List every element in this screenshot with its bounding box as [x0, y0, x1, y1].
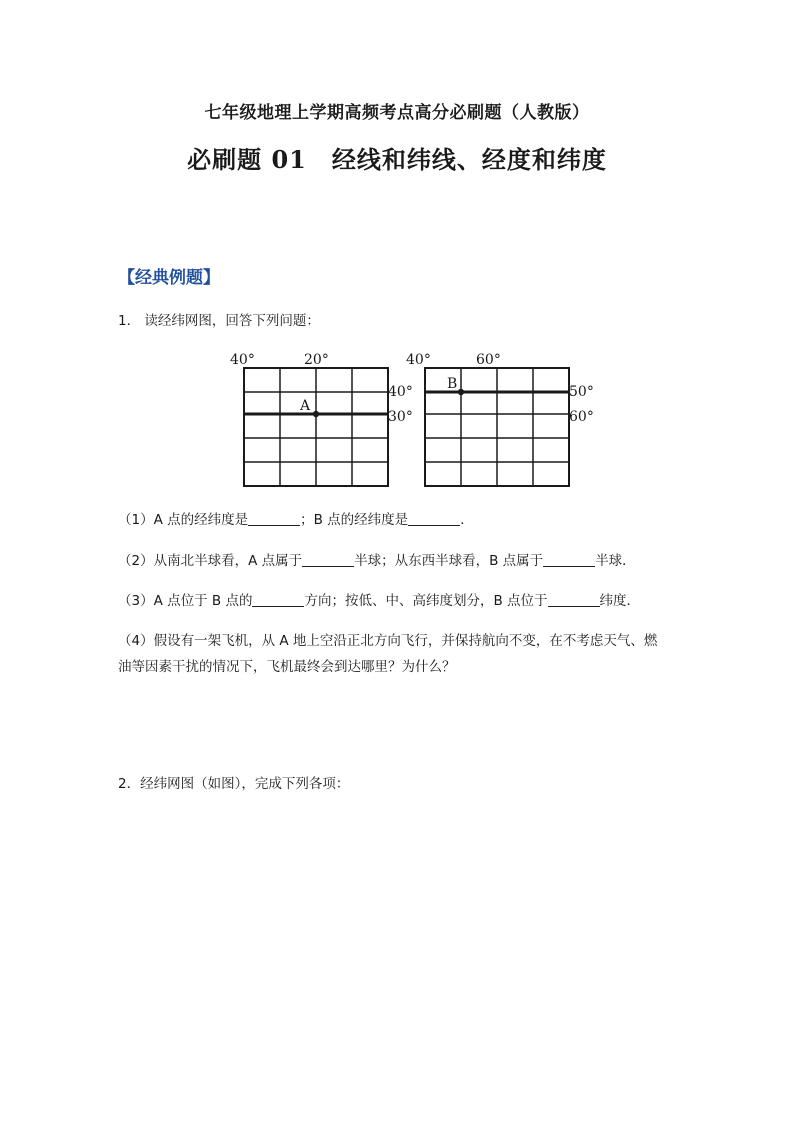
answer-blank[interactable]	[408, 511, 460, 526]
question-1-part-2	[118, 548, 636, 574]
left-top-label-1: 40°	[230, 352, 255, 368]
part-3-text-c: 纬度．	[599, 593, 641, 609]
part-2-text-c: 半球．	[595, 553, 636, 569]
left-side-label-1: 40°	[388, 384, 413, 400]
right-side-label-1: 50°	[569, 384, 594, 400]
left-grid	[244, 368, 388, 486]
point-b-label: B	[447, 376, 458, 392]
answer-blank[interactable]	[548, 592, 600, 607]
question-1-part-4	[118, 628, 678, 680]
part-1-text-c: ．	[460, 512, 474, 528]
section-heading: 【经典例题】	[118, 268, 220, 288]
answer-blank[interactable]	[302, 552, 354, 567]
left-top-label-2: 20°	[304, 352, 329, 368]
point-a-marker	[313, 411, 319, 417]
right-top-label-1: 40°	[406, 352, 431, 368]
part-2-text-b: 半球；从东西半球看，B 点属于	[354, 553, 544, 569]
point-b-marker	[458, 389, 464, 395]
answer-blank[interactable]	[248, 511, 300, 526]
part-4-line-2: 油等因素干扰的情况下，飞机最终会到达哪里？为什么？	[118, 659, 456, 675]
part-3-text-b: 方向；按低、中、高纬度划分，B 点位于	[304, 593, 548, 609]
part-1-text-b: ；B 点的经纬度是	[300, 512, 409, 528]
answer-blank[interactable]	[543, 552, 595, 567]
part-4-line-1: （4）假设有一架飞机，从 A 地上空沿正北方向飞行，并保持航向不变，在不考虑天气、燃	[118, 633, 658, 649]
document-subtitle: 七年级地理上学期高频考点高分必刷题（人教版）	[204, 103, 590, 123]
question-1-part-3	[118, 588, 640, 614]
part-3-text-a: （3）A 点位于 B 点的	[118, 593, 253, 609]
point-a-label: A	[300, 398, 311, 414]
part-1-text-a: （1）A 点的经纬度是	[118, 512, 249, 528]
right-side-label-2: 60°	[569, 409, 594, 425]
answer-blank[interactable]	[252, 592, 304, 607]
question-2-intro: 2．经纬网图（如图），完成下列各项：	[118, 776, 350, 792]
lat-long-grid-figure	[228, 348, 608, 493]
part-2-text-a: （2）从南北半球看，A 点属于	[118, 553, 303, 569]
left-side-label-2: 30°	[388, 409, 413, 425]
question-1-part-1	[118, 507, 474, 533]
document-title: 必刷题 01 经线和纬线、经度和纬度	[187, 145, 607, 174]
right-top-label-2: 60°	[476, 352, 501, 368]
question-1-intro: 1． 读经纬网图，回答下列问题：	[118, 313, 320, 329]
